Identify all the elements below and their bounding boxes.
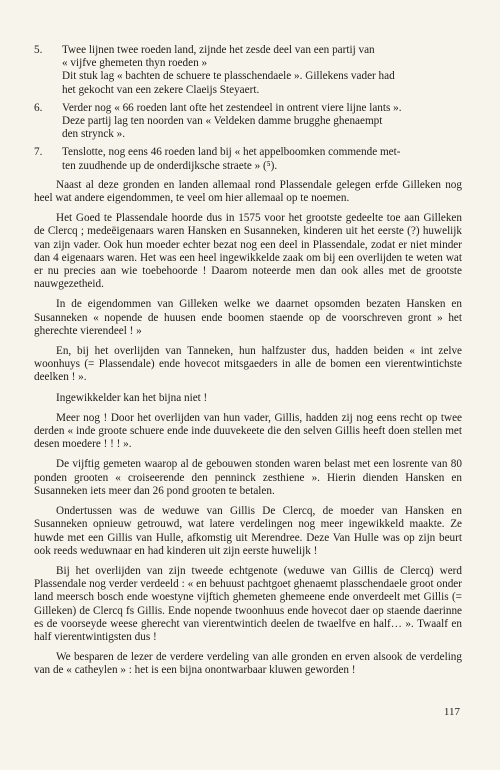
list-item-line: Tenslotte, nog eens 46 roeden land bij « het appelboomken commende met-	[62, 146, 401, 159]
body-paragraph: Meer nog ! Door het overlijden van hun vader, Gillis, hadden zij nog eens recht op twee derden « inde groote schuere ende inde duuvekeete die den selven Gillis heeft doen stellen met desen moedere ! ! ! ».	[34, 411, 462, 451]
list-item-line: den strynck ».	[62, 128, 126, 141]
list-item	[34, 146, 462, 172]
numbered-list	[34, 44, 462, 173]
body-paragraph: Bij het overlijden van zijn tweede echtgenote (weduwe van Gillis de Clercq) werd Plassendale nog verder verdeeld : « en behuust pachtgoet ghenaemt plasschendaele groot onder land meersch bosch ende woestyne vijftich ghemeten ghemeene ende onverdeelt met Gillis (= Gilleken) de Clercq fs Gillis. Ende nopende twoonhuus ende hovecot daer op staende daerinne es de voorseyde weese gherecht van vierentwintich deelen de twaelfve en half… ». Twaalf en half vierentwintigsten dus !	[34, 564, 462, 643]
body-paragraph: De vijftig gemeten waarop al de gebouwen stonden waren belast met een losrente van 80 ponden grooten « croiseerende den penninck zesthiene ». Hierin dienden Hansken en Susanneken iets meer dan 26 pond grooten te betalen.	[34, 458, 462, 497]
list-item-line: Verder nog « 66 roeden lant ofte het zestendeel in ontrent viere lijne lants ».	[62, 101, 402, 114]
list-item-line: Dit stuk lag « bachten de schuere te plasschendaele ». Gillekens vader had	[62, 70, 395, 83]
list-item	[34, 102, 462, 142]
list-item-number: 7.	[34, 146, 43, 159]
list-item-line: « vijfve ghemeten thyn roeden »	[62, 57, 208, 70]
list-item-number: 6.	[34, 101, 43, 114]
page-number: 117	[443, 706, 460, 718]
body-paragraph: Naast al deze gronden en landen allemaal rond Plassendale gelegen erfde Gilleken nog heel wat andere eigendommen, te veel om hier allemaal op te noemen.	[34, 178, 462, 205]
body-paragraph: Het Goed te Plassendale hoorde dus in 1575 voor het grootste gedeelte toe aan Gilleken de Clercq ; medeëigenaars waren Hansken en Susanneken, kinderen uit het eerste (?) huwelijk van zijn vader. Ook hun moeder echter bezat nog een deel in Plassendale, zodat er niet minder dan 4 eigenaars waren. Het was een heel ingewikkelde zaak om bij een overlijden te weten wat er nu precies aan wie toebehoorde ! Daarom noteerde men dan ook alles met de grootste nauwgezetheid.	[34, 212, 462, 291]
list-item-text	[62, 102, 462, 142]
body-paragraph: We besparen de lezer de verdere verdeling van alle gronden en erven alsook de verdeling van de « catheylen » : het is een bijna onontwarbaar kluwen geworden !	[34, 651, 462, 677]
list-item-line: het gekocht van een zekere Claeijs Steyaert.	[62, 83, 260, 96]
body-paragraph: Ingewikkelder kan het bijna niet !	[56, 391, 208, 404]
list-item-line: Twee lijnen twee roeden land, zijnde het zesde deel van een partij van	[62, 44, 375, 56]
list-item-number: 5.	[34, 44, 43, 56]
list-item-line: ten zuudhende up de onderdijksche straete » (⁵).	[62, 159, 278, 172]
list-item-line: Deze partij lag ten noorden van « Veldeken damme brugghe ghenaempt	[62, 115, 383, 128]
list-item	[34, 44, 462, 97]
list-item-text	[62, 146, 462, 172]
body-paragraph: Ondertussen was de weduwe van Gillis De Clercq, de moeder van Hansken en Susanneken opnieuw getrouwd, wat latere verdelingen nog meer ingewikkeld maakte. Ze huwde met een Gillis van Hulle, afkomstig uit Merendree. Deze Van Hulle was op zijn beurt ook reeds weduwnaar en had kinderen uit zijn eerste huwelijk !	[34, 505, 462, 557]
list-item-text	[62, 44, 462, 97]
body-paragraph: In de eigendommen van Gilleken welke we daarnet opsomden bezaten Hansken en Susanneken « nopende de huusen ende boomen staende op de voorschreven gront » het gherechte vierendeel ! »	[34, 298, 462, 337]
body-paragraph: En, bij het overlijden van Tanneken, hun halfzuster dus, hadden beiden « int zelve woonhuys (= Plassendale) ende hovecot mitsgaeders in alle de bomen een vierentwintichste deelken ! ».	[34, 345, 462, 384]
